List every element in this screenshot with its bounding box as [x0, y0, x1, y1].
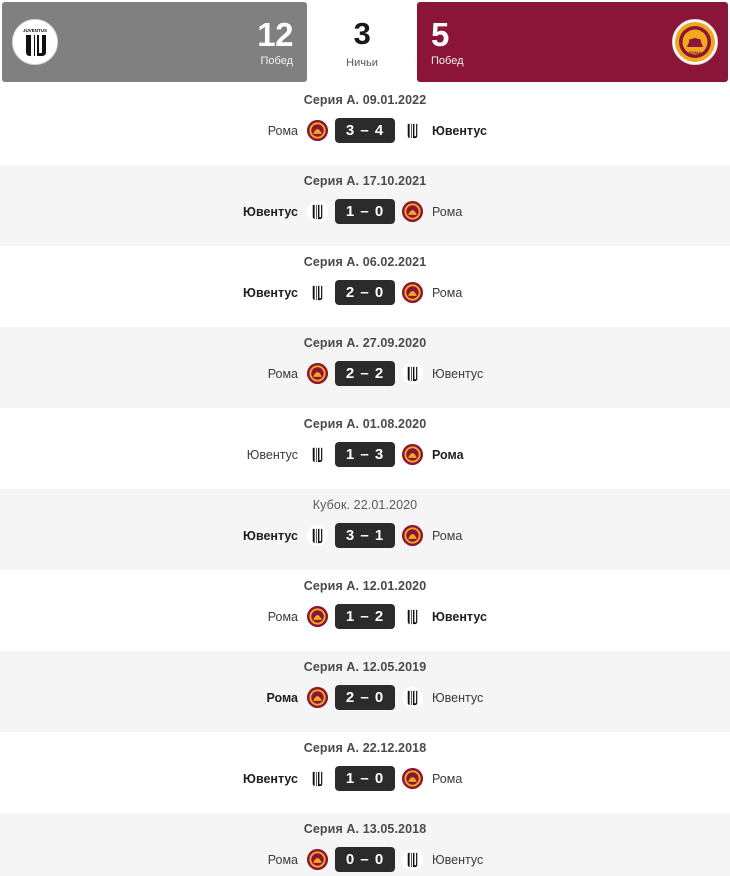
match-row[interactable] [0, 84, 730, 165]
roma-crest-icon [307, 120, 328, 141]
away-team-name: Рома [432, 447, 464, 462]
match-teams-score [0, 118, 730, 143]
match-row[interactable] [0, 165, 730, 246]
match-score: 1 – 0 [335, 199, 395, 224]
match-teams-score [0, 847, 730, 872]
roma-crest-icon [307, 687, 328, 708]
away-wins-label: Побед [431, 54, 464, 67]
home-team-name: Ювентус [243, 771, 298, 786]
svg-text:JUVENTUS: JUVENTUS [22, 28, 48, 33]
roma-crest-icon [402, 201, 423, 222]
match-competition-date: Серия А. 06.02.2021 [303, 255, 427, 269]
away-team-name: Ювентус [432, 366, 484, 381]
juventus-crest-icon [307, 768, 328, 789]
svg-text:ROMA: ROMA [688, 50, 702, 55]
match-score: 3 – 4 [335, 118, 395, 143]
juventus-crest-icon [402, 849, 423, 870]
roma-crest-icon [307, 849, 328, 870]
match-row[interactable] [0, 570, 730, 651]
home-team-name: Рома [267, 609, 298, 624]
home-wins-label: Побед [260, 54, 293, 67]
match-teams-score [0, 361, 730, 386]
match-teams-score [0, 523, 730, 548]
home-team-name: Рома [267, 852, 298, 867]
summary-away-wins[interactable] [417, 2, 728, 82]
juventus-crest-icon [12, 19, 58, 65]
draws-count: 3 [353, 15, 371, 51]
match-competition-date: Серия А. 09.01.2022 [303, 93, 427, 107]
match-teams-score [0, 199, 730, 224]
juventus-crest-icon [402, 363, 423, 384]
juventus-crest-icon [402, 687, 423, 708]
home-team-name: Рома [266, 690, 298, 705]
home-team-name: Ювентус [243, 528, 298, 543]
match-competition-date: Серия А. 12.01.2020 [303, 579, 427, 593]
match-score: 2 – 0 [335, 685, 395, 710]
match-competition-date: Серия А. 22.12.2018 [303, 741, 427, 755]
match-score: 2 – 2 [335, 361, 395, 386]
match-score: 1 – 3 [335, 442, 395, 467]
summary-bar [0, 0, 730, 84]
match-competition-date: Серия А. 01.08.2020 [303, 417, 427, 431]
juventus-crest-icon [402, 120, 423, 141]
match-row[interactable] [0, 813, 730, 876]
match-teams-score [0, 766, 730, 791]
away-team-name: Рома [432, 528, 463, 543]
home-team-name: Рома [267, 123, 298, 138]
match-score: 2 – 0 [335, 280, 395, 305]
juventus-crest-icon [307, 201, 328, 222]
match-row[interactable] [0, 408, 730, 489]
match-row[interactable] [0, 246, 730, 327]
match-score: 1 – 2 [335, 604, 395, 629]
match-row[interactable] [0, 651, 730, 732]
match-teams-score [0, 685, 730, 710]
roma-crest-icon [402, 444, 423, 465]
away-team-name: Рома [432, 204, 463, 219]
away-team-name: Ювентус [432, 123, 487, 138]
match-competition-date: Серия А. 27.09.2020 [303, 336, 427, 350]
home-team-name: Ювентус [243, 285, 298, 300]
match-teams-score [0, 280, 730, 305]
juventus-crest-icon [307, 525, 328, 546]
home-team-name: Рома [267, 366, 298, 381]
match-competition-date: Кубок. 22.01.2020 [312, 498, 418, 512]
summary-draws[interactable] [307, 0, 417, 84]
match-competition-date: Серия А. 13.05.2018 [303, 822, 427, 836]
away-team-name: Ювентус [432, 690, 484, 705]
away-wins-count: 5 [431, 15, 449, 53]
match-row[interactable] [0, 327, 730, 408]
juventus-crest-icon [307, 282, 328, 303]
roma-crest-icon [307, 606, 328, 627]
match-list [0, 84, 730, 876]
roma-crest-icon [402, 282, 423, 303]
match-competition-date: Серия А. 17.10.2021 [303, 174, 427, 188]
home-team-name: Ювентус [246, 447, 298, 462]
summary-home-wins[interactable] [2, 2, 307, 82]
match-score: 1 – 0 [335, 766, 395, 791]
juventus-crest-icon [307, 444, 328, 465]
roma-crest-icon [307, 363, 328, 384]
match-row[interactable] [0, 732, 730, 813]
match-row[interactable] [0, 489, 730, 570]
juventus-crest-icon [402, 606, 423, 627]
match-competition-date: Серия А. 12.05.2019 [303, 660, 427, 674]
roma-crest-icon [402, 525, 423, 546]
match-score: 3 – 1 [335, 523, 395, 548]
away-team-name: Ювентус [432, 609, 487, 624]
roma-crest-icon [672, 19, 718, 65]
roma-crest-icon [402, 768, 423, 789]
away-team-name: Ювентус [432, 852, 484, 867]
away-team-name: Рома [432, 285, 463, 300]
match-teams-score [0, 604, 730, 629]
away-team-name: Рома [432, 771, 463, 786]
match-score: 0 – 0 [335, 847, 395, 872]
match-teams-score [0, 442, 730, 467]
draws-label: Ничьи [346, 56, 378, 69]
home-wins-count: 12 [257, 15, 293, 53]
home-team-name: Ювентус [243, 204, 298, 219]
